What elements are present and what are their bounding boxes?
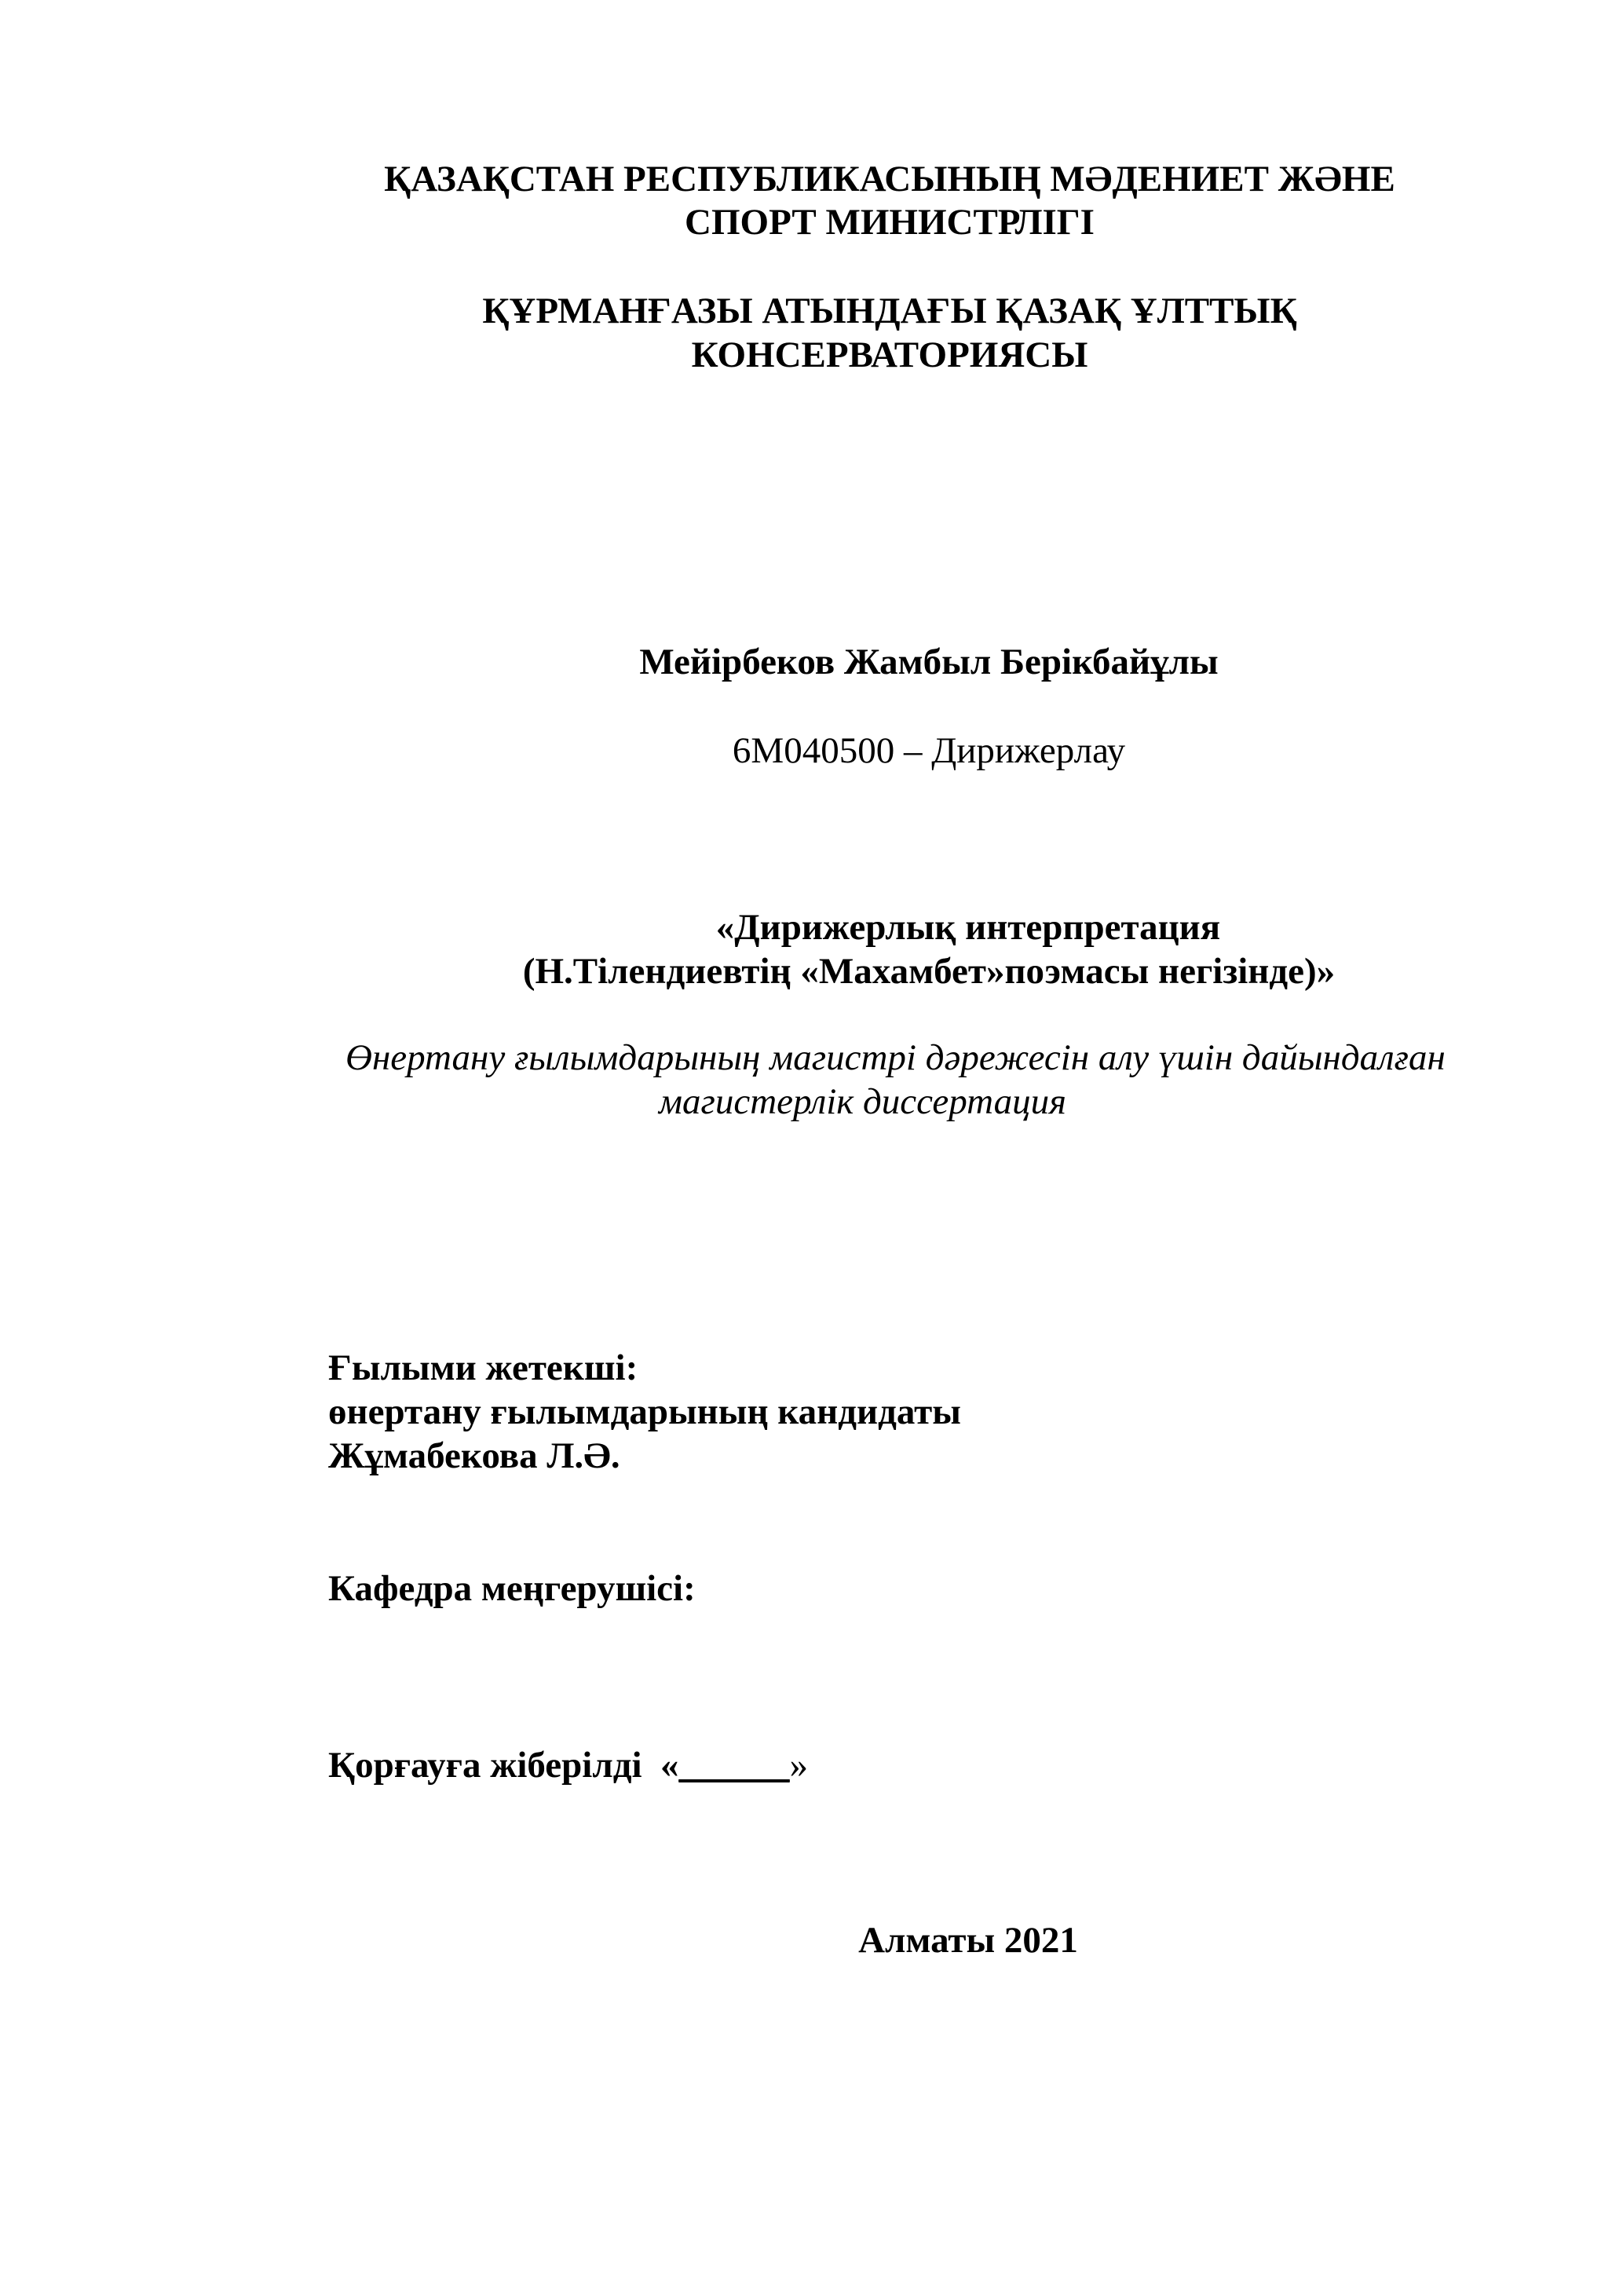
defense-date-blank: ______ (678, 1745, 790, 1786)
defense-close-quote: » (789, 1745, 809, 1786)
thesis-description-line-2: магистерлік диссертация (659, 1081, 1066, 1122)
supervisor-name: Жұмабекова Л.Ә. (328, 1435, 620, 1476)
supervisor-degree: өнертану ғылымдарының кандидаты (328, 1391, 961, 1432)
defense-line (328, 1743, 808, 1787)
institution-line-2: КОНСЕРВАТОРИЯСЫ (691, 335, 1088, 375)
thesis-title-line-2: (Н.Тілендиевтің «Махамбет»поэмасы негізінде)» (522, 951, 1336, 992)
thesis-description-line-1: Өнертану ғылымдарының магистрі дәрежесін алу үшін дайындалған (345, 1037, 1446, 1078)
ministry-line-1: ҚАЗАҚСТАН РЕСПУБЛИКАСЫНЫҢ МӘДЕНИЕТ ЖӘНЕ (384, 159, 1395, 199)
ministry-line-2: СПОРТ МИНИСТРЛІГІ (685, 202, 1095, 243)
specialty-code: 6М040500 – Дирижерлау (732, 730, 1126, 771)
supervisor-label: Ғылыми жетекші: (328, 1347, 638, 1388)
defense-open-quote: « (660, 1745, 679, 1786)
author-name: Мейірбеков Жамбыл Берікбайұлы (639, 642, 1219, 682)
city-year: Алматы 2021 (858, 1920, 1078, 1961)
institution-line-1: ҚҰРМАНҒАЗЫ АТЫНДАҒЫ ҚАЗАҚ ҰЛТТЫҚ (482, 291, 1297, 331)
department-head-label: Кафедра меңгерушісі: (328, 1568, 696, 1609)
defense-label: Қорғауға жіберілді (328, 1745, 642, 1786)
thesis-title-line-1: «Дирижерлық интерпретация (715, 907, 1221, 948)
